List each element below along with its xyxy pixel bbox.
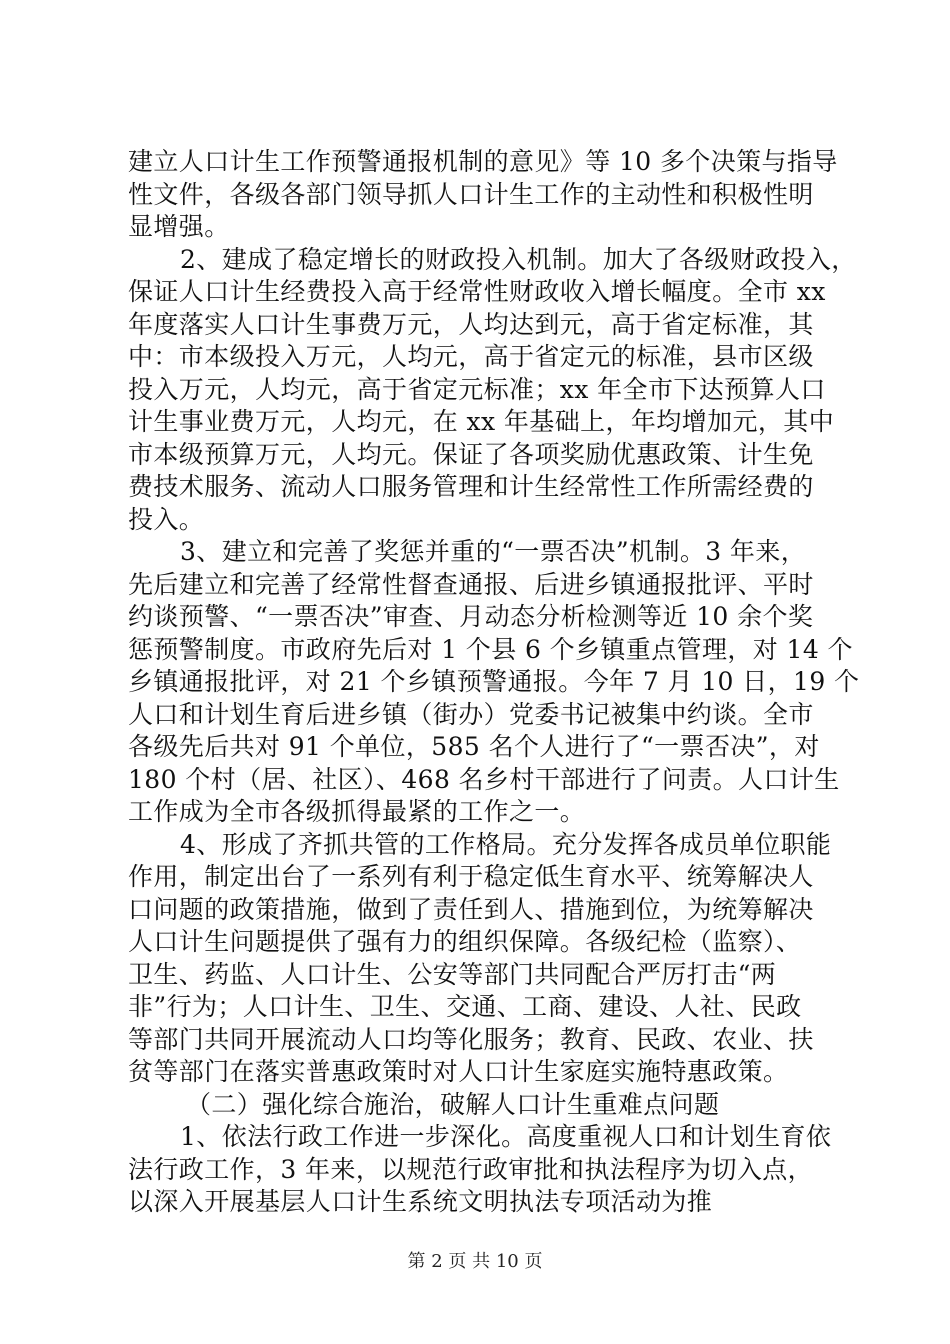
page-footer: 第 2 页 共 10 页 xyxy=(407,1251,543,1272)
text-line: 卫生、药监、人口计生、公安等部门共同配合严厉打击“两 xyxy=(128,959,777,989)
text-line: 2、建成了稳定增长的财政投入机制。加大了各级财政投入， xyxy=(180,244,857,274)
text-line: 计生事业费万元，人均元，在 xx 年基础上，年均增加元，其中 xyxy=(128,407,835,436)
text-line: 人口和计划生育后进乡镇（街办）党委书记被集中约谈。全市 xyxy=(128,699,814,729)
text-line: 180 个村（居、社区）、468 名乡村干部进行了问责。人口计生 xyxy=(128,764,840,794)
text-line: 各级先后共对 91 个单位，585 名个人进行了“一票否决”，对 xyxy=(128,732,820,761)
body-text xyxy=(128,146,860,1219)
text-line: 显增强。 xyxy=(128,212,230,241)
section-heading: （二）强化综合施治，破解人口计生重难点问题 xyxy=(186,1089,720,1119)
text-line: 惩预警制度。市政府先后对 1 个县 6 个乡镇重点管理，对 14 个 xyxy=(128,634,853,664)
text-line: 先后建立和完善了经常性督查通报、后进乡镇通报批评、平时 xyxy=(128,569,814,599)
text-line: 市本级预算万元，人均元。保证了各项奖励优惠政策、计生免 xyxy=(128,439,814,469)
text-line: 1、依法行政工作进一步深化。高度重视人口和计划生育依 xyxy=(180,1122,832,1151)
text-line: 工作成为全市各级抓得最紧的工作之一。 xyxy=(128,797,586,826)
text-line: 口问题的政策措施，做到了责任到人、措施到位，为统筹解决 xyxy=(128,894,814,924)
text-line: 性文件，各级各部门领导抓人口计生工作的主动性和积极性明 xyxy=(128,179,814,209)
text-line: 费技术服务、流动人口服务管理和计生经常性工作所需经费的 xyxy=(128,472,814,501)
text-line: 乡镇通报批评，对 21 个乡镇预警通报。今年 7 月 10 日，19 个 xyxy=(128,667,860,696)
text-line: 作用，制定出台了一系列有利于稳定低生育水平、统筹解决人 xyxy=(128,862,814,891)
text-line: 非”行为；人口计生、卫生、交通、工商、建设、人社、民政 xyxy=(128,992,802,1021)
text-line: 建立人口计生工作预警通报机制的意见》等 10 多个决策与指导 xyxy=(128,147,838,176)
text-line: 投入。 xyxy=(128,504,205,534)
text-line: 等部门共同开展流动人口均等化服务；教育、民政、农业、扶 xyxy=(128,1024,814,1054)
text-line: 中：市本级投入万元，人均元，高于省定元的标准，县市区级 xyxy=(128,342,814,371)
text-line: 约谈预警、“一票否决”审查、月动态分析检测等近 10 余个奖 xyxy=(128,602,814,631)
text-line: 年度落实人口计生事费万元，人均达到元，高于省定标准，其 xyxy=(128,309,814,339)
text-line: 投入万元，人均元，高于省定元标准；xx 年全市下达预算人口 xyxy=(128,374,826,404)
text-line: 以深入开展基层人口计生系统文明执法专项活动为推 xyxy=(128,1187,713,1216)
text-line: 人口计生问题提供了强有力的组织保障。各级纪检（监察）、 xyxy=(128,927,802,956)
text-line: 4、形成了齐抓共管的工作格局。充分发挥各成员单位职能 xyxy=(180,829,832,859)
text-line: 法行政工作，3 年来，以规范行政审批和执法程序为切入点， xyxy=(128,1154,814,1184)
text-line: 贫等部门在落实普惠政策时对人口计生家庭实施特惠政策。 xyxy=(128,1057,789,1086)
text-line: 3、建立和完善了奖惩并重的“一票否决”机制。3 年来， xyxy=(180,537,807,566)
text-line: 保证人口计生经费投入高于经常性财政收入增长幅度。全市 xx xyxy=(128,277,826,306)
